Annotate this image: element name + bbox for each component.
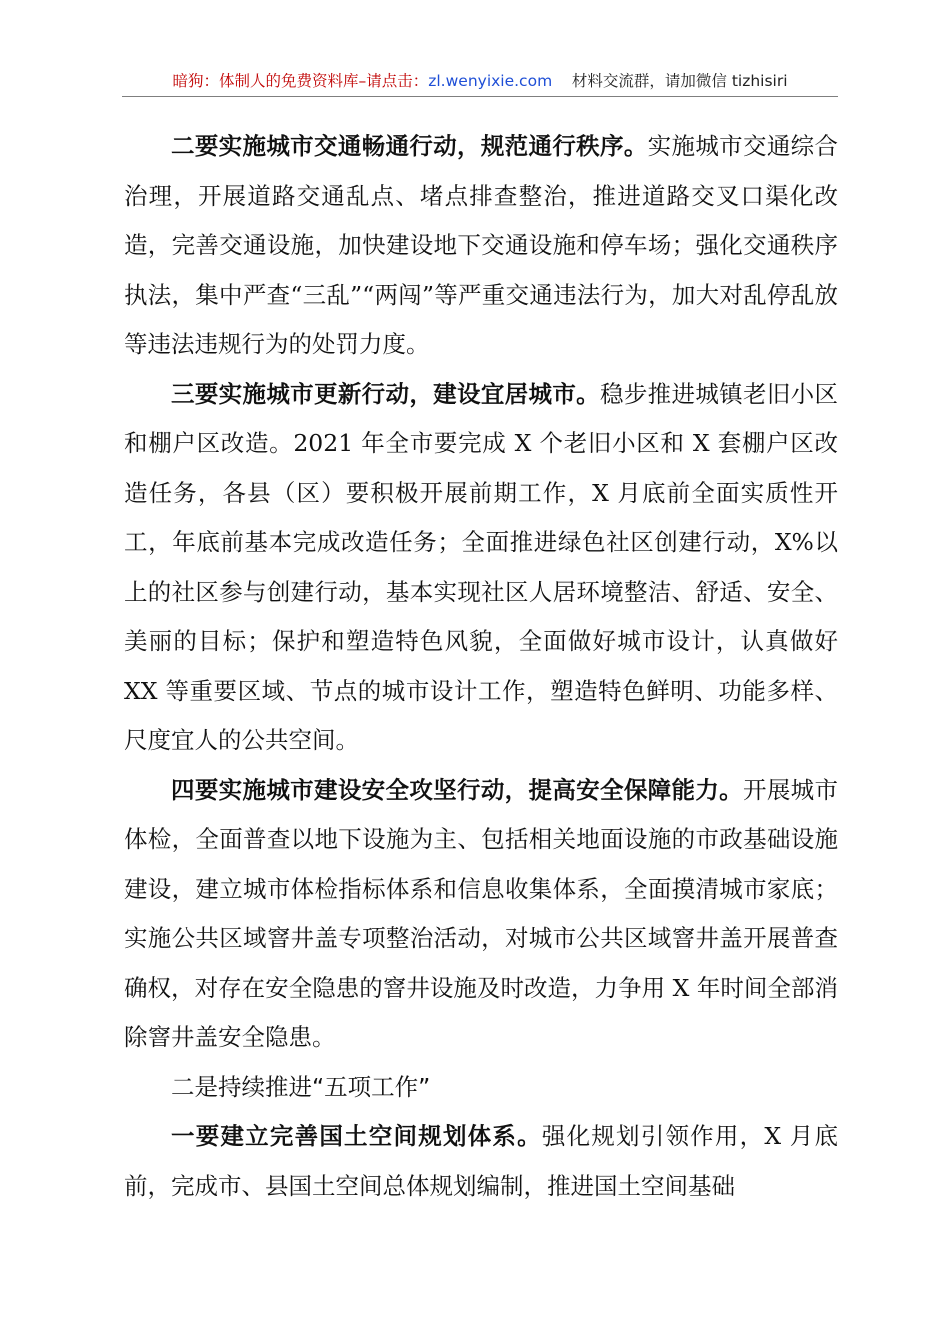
paragraph-text: 稳步推进城镇老旧小区和棚户区改造。2021 年全市要完成 X 个老旧小区和 X 套棚户区改造任务，各县（区）要积极开展前期工作，X 月底前全面实质性开工，年底前基本完成改造任务；全面推进绿色社区创建行动，X%以上的社区参与创建行动，基本实现社区人居环境整洁、舒适、安全、美丽的目标；保护和塑造特色风貌，全面做好城市设计，认真做好 XX 等重要区域、节点的城市设计工作，塑造特色鲜明、功能多样、尺度宜人的公共空间。 <box>124 379 838 754</box>
header-link[interactable]: zl.wenyixie.com <box>428 72 553 90</box>
header-contact <box>552 72 787 90</box>
document-body <box>124 122 838 1211</box>
section-heading-text: 二是持续推进“五项工作” <box>171 1072 431 1101</box>
paragraph-planning <box>124 1112 838 1211</box>
section-heading <box>124 1063 838 1113</box>
paragraph-heading: 一要建立完善国土空间规划体系。 <box>171 1122 542 1150</box>
paragraph-renewal <box>124 370 838 766</box>
paragraph-safety <box>124 766 838 1063</box>
paragraph-text: 强化规划引领作用，X 月底前，完成市、县国土空间总体规划编制，推进国土空间基础 <box>124 1122 838 1200</box>
paragraph-traffic <box>124 122 838 370</box>
paragraph-heading: 二要实施城市交通畅通行动，规范通行秩序。 <box>171 132 648 160</box>
header-click-prompt: –请点击： <box>358 72 429 90</box>
header-site-name: 暗狗：体制人的免费资料库 <box>172 72 359 90</box>
paragraph-text: 开展城市体检，全面普查以地下设施为主、包括相关地面设施的市政基础设施建设，建立城市体检指标体系和信息收集体系，全面摸清城市家底；实施公共区域窨井盖专项整治活动，对城市公共区域窨井盖开展普查确权，对存在安全隐患的窨井设施及时改造，力争用 X 年时间全部消除窨井盖安全隐患。 <box>124 775 838 1051</box>
header-divider <box>122 96 838 97</box>
header-contact-text: 材料交流群，请加微信 tizhisiri <box>571 72 788 90</box>
paragraph-text: 实施城市交通综合治理，开展道路交通乱点、堵点排查整治，推进道路交叉口渠化改造，完善交通设施，加快建设地下交通设施和停车场；强化交通秩序执法，集中严查“三乱”“两闯”等严重交通违法行为，加大对乱停乱放等违法违规行为的处罚力度。 <box>124 132 839 358</box>
paragraph-heading: 四要实施城市建设安全攻坚行动，提高安全保障能力。 <box>171 775 743 804</box>
page-header <box>122 66 838 96</box>
paragraph-heading: 三要实施城市更新行动，建设宜居城市。 <box>171 379 600 408</box>
